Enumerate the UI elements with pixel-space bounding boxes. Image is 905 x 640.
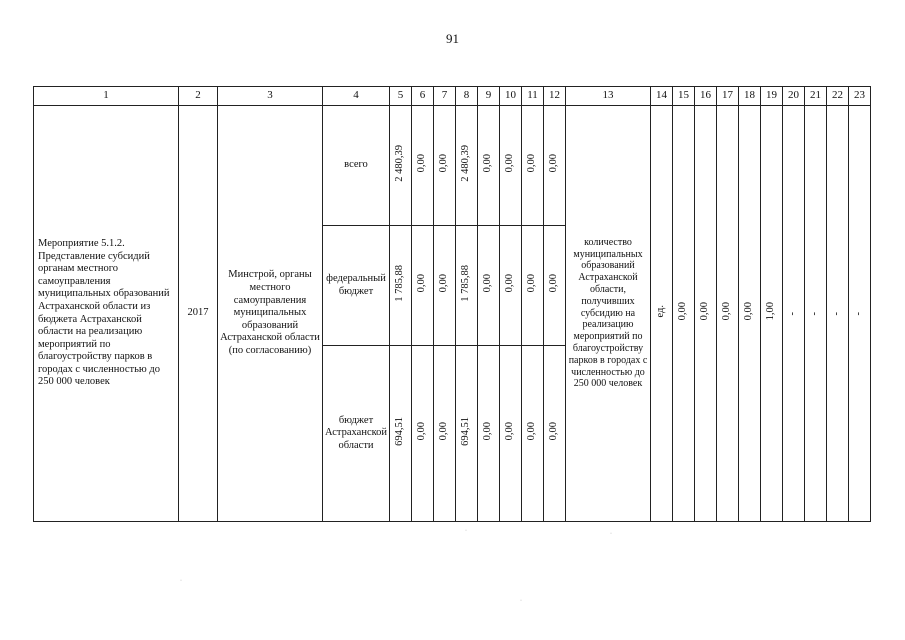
value-cell (500, 226, 522, 346)
value-text: 0,00 (677, 302, 689, 321)
value-cell (434, 106, 456, 226)
value-text: 694,51 (394, 416, 406, 446)
value-cell (412, 346, 434, 522)
value-cell (761, 106, 783, 522)
header-cell: 1 (34, 87, 179, 106)
year-cell: 2017 (179, 106, 218, 522)
value-text: - (853, 311, 865, 316)
value-text: 2 480,39 (394, 144, 406, 182)
value-cell (434, 346, 456, 522)
value-cell (478, 226, 500, 346)
value-text: 0,00 (438, 274, 450, 293)
value-cell (849, 106, 871, 522)
value-text: 1 785,88 (460, 264, 472, 302)
header-cell: 9 (478, 87, 500, 106)
header-cell: 6 (412, 87, 434, 106)
value-cell (544, 106, 566, 226)
activity-name-cell: Мероприятие 5.1.2. Представление субсидий органам местного самоуправления муниципальных образований Астраханской области из бюджета Астраханской области на реализацию мероприятий по благоустройству парков в городах с численностью до 250 000 человек (34, 106, 179, 522)
header-cell: 14 (651, 87, 673, 106)
value-text: 2 480,39 (460, 144, 472, 182)
header-cell: 20 (783, 87, 805, 106)
value-cell (500, 346, 522, 522)
value-cell (544, 346, 566, 522)
value-text: 0,00 (699, 302, 711, 321)
value-text: 0,00 (548, 154, 560, 173)
header-cell: 21 (805, 87, 827, 106)
executor-cell: Минстрой, органы местного самоуправления муниципальных образований Астраханской области (по согласованию) (218, 106, 323, 522)
value-cell (390, 226, 412, 346)
value-cell (805, 106, 827, 522)
value-text: 0,00 (526, 154, 538, 173)
value-cell (522, 346, 544, 522)
value-text: 0,00 (482, 274, 494, 293)
unit-cell (651, 106, 673, 522)
value-cell (434, 226, 456, 346)
value-text: 0,00 (438, 154, 450, 173)
value-cell (390, 106, 412, 226)
value-cell (522, 106, 544, 226)
program-table (33, 86, 871, 522)
header-cell: 7 (434, 87, 456, 106)
value-cell (478, 346, 500, 522)
header-cell: 8 (456, 87, 478, 106)
value-cell (456, 346, 478, 522)
header-cell: 15 (673, 87, 695, 106)
header-cell: 2 (179, 87, 218, 106)
value-text: 0,00 (482, 154, 494, 173)
value-text: 1,00 (765, 302, 777, 321)
value-cell (739, 106, 761, 522)
header-cell: 18 (739, 87, 761, 106)
scan-dot: · (465, 528, 467, 534)
value-cell (522, 226, 544, 346)
value-text: 0,00 (438, 422, 450, 441)
scan-dot: · (610, 531, 612, 537)
value-cell (695, 106, 717, 522)
value-text: 0,00 (548, 274, 560, 293)
value-text: 0,00 (504, 422, 516, 441)
value-text: 0,00 (416, 154, 428, 173)
value-cell (544, 226, 566, 346)
value-cell (412, 226, 434, 346)
value-cell (412, 106, 434, 226)
indicator-cell: количество муниципальных образований Астраханской области, получивших субсидию на реализацию мероприятий по благоустройству парков в городах с численностью до 250 000 человек (566, 106, 651, 522)
header-cell: 12 (544, 87, 566, 106)
scan-dot: · (180, 578, 182, 584)
value-cell (717, 106, 739, 522)
value-text: - (787, 311, 799, 316)
value-text: 0,00 (504, 154, 516, 173)
value-cell (673, 106, 695, 522)
value-text: - (809, 311, 821, 316)
value-cell (783, 106, 805, 522)
value-text: 0,00 (416, 274, 428, 293)
funding-source-cell: всего (323, 106, 390, 226)
value-text: 0,00 (721, 302, 733, 321)
value-text: 0,00 (526, 274, 538, 293)
header-cell: 5 (390, 87, 412, 106)
page-number: 91 (446, 31, 459, 46)
funding-source-cell: федеральный бюджет (323, 226, 390, 346)
header-cell: 19 (761, 87, 783, 106)
value-cell (456, 226, 478, 346)
value-text: 694,51 (460, 416, 472, 446)
value-cell (500, 106, 522, 226)
value-text: - (831, 311, 843, 316)
header-cell: 16 (695, 87, 717, 106)
header-cell: 22 (827, 87, 849, 106)
value-cell (478, 106, 500, 226)
value-text: 0,00 (743, 302, 755, 321)
funding-source-cell: бюджет Астраханской области (323, 346, 390, 522)
value-text: 0,00 (504, 274, 516, 293)
value-text: 0,00 (548, 422, 560, 441)
header-cell: 3 (218, 87, 323, 106)
header-cell: 4 (323, 87, 390, 106)
value-text: 0,00 (526, 422, 538, 441)
header-cell: 17 (717, 87, 739, 106)
value-text: 0,00 (416, 422, 428, 441)
header-row (34, 87, 871, 106)
unit-text: ед. (655, 304, 667, 318)
table-row (34, 106, 871, 226)
header-cell: 11 (522, 87, 544, 106)
value-cell (827, 106, 849, 522)
value-text: 0,00 (482, 422, 494, 441)
header-cell: 13 (566, 87, 651, 106)
value-cell (390, 346, 412, 522)
scan-dot: · (520, 598, 522, 604)
header-cell: 10 (500, 87, 522, 106)
header-cell: 23 (849, 87, 871, 106)
value-cell (456, 106, 478, 226)
value-text: 1 785,88 (394, 264, 406, 302)
